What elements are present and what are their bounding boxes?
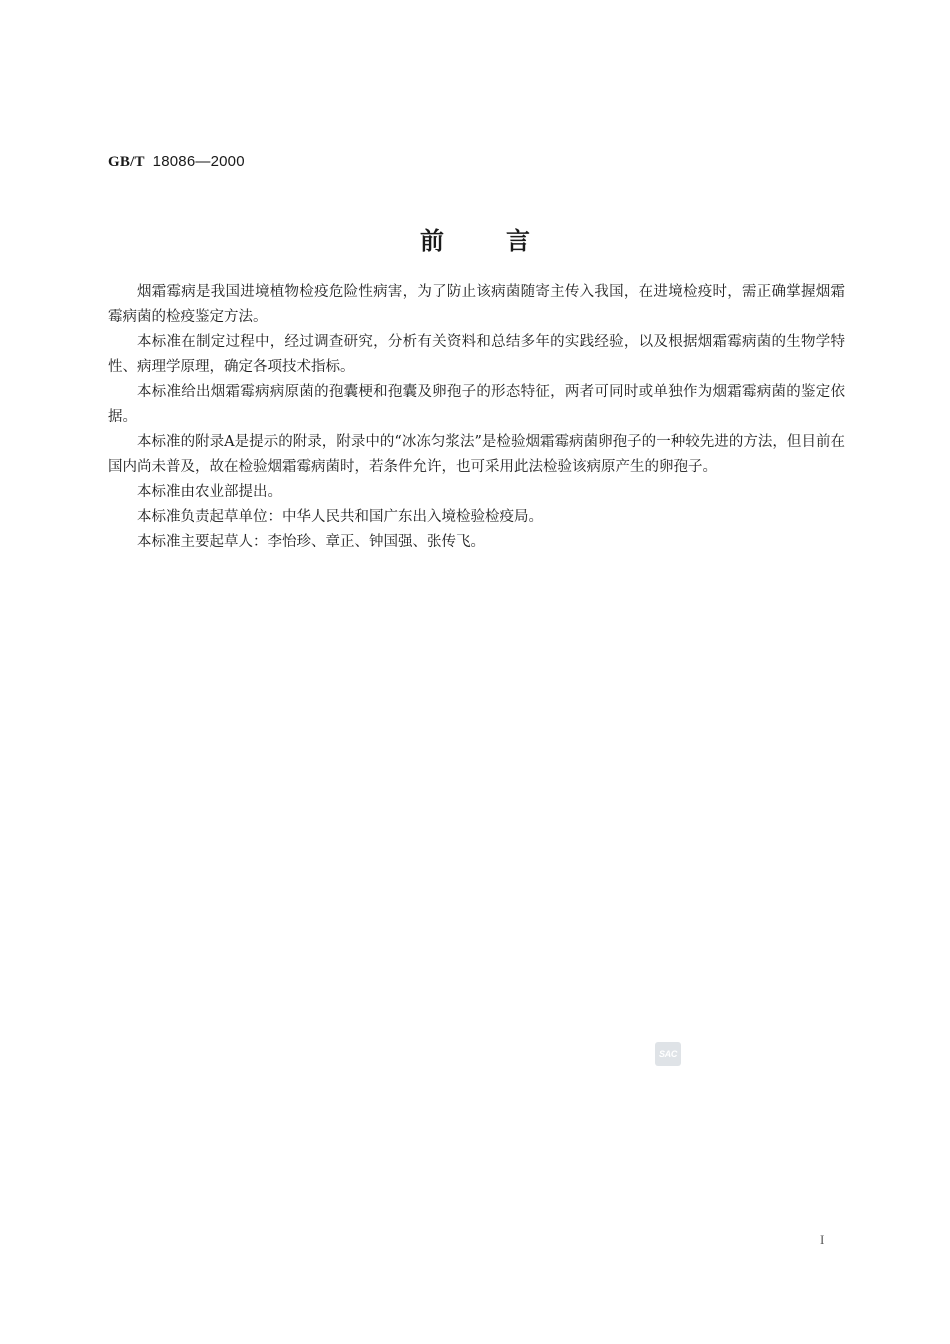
paragraph: 本标准给出烟霜霉病病原菌的孢囊梗和孢囊及卵孢子的形态特征，两者可同时或单独作为烟霜霉病菌的鉴定依据。 — [108, 384, 845, 425]
paragraph: 本标准的附录A是提示的附录，附录中的“冰冻匀浆法”是检验烟霜霉病菌卵孢子的一种较先进的方法，但目前在国内尚未普及，故在检验烟霜霉病菌时，若条件允许，也可采用此法检验该病原产生的卵孢子。 — [108, 434, 845, 475]
standard-code — [108, 151, 245, 172]
paragraph: 本标准由农业部提出。 — [137, 484, 282, 500]
foreword-body — [108, 280, 845, 555]
page-number: I — [820, 1232, 825, 1247]
page-title: 前言 — [420, 226, 592, 255]
standard-code-prefix: GB/T — [108, 154, 145, 170]
paragraph: 本标准负责起草单位：中华人民共和国广东出入境检验检疫局。 — [137, 509, 543, 525]
sac-watermark-logo: SAC — [655, 1042, 681, 1066]
paragraph: 本标准在制定过程中，经过调查研究，分析有关资料和总结多年的实践经验，以及根据烟霜霉病菌的生物学特性、病理学原理，确定各项技术指标。 — [108, 334, 845, 375]
paragraph: 本标准主要起草人：李怡珍、章正、钟国强、张传飞。 — [137, 534, 485, 550]
standard-code-number: 18086—2000 — [152, 153, 245, 170]
paragraph: 烟霜霉病是我国进境植物检疫危险性病害，为了防止该病菌随寄主传入我国，在进境检疫时，需正确掌握烟霜霉病菌的检疫鉴定方法。 — [108, 284, 845, 325]
